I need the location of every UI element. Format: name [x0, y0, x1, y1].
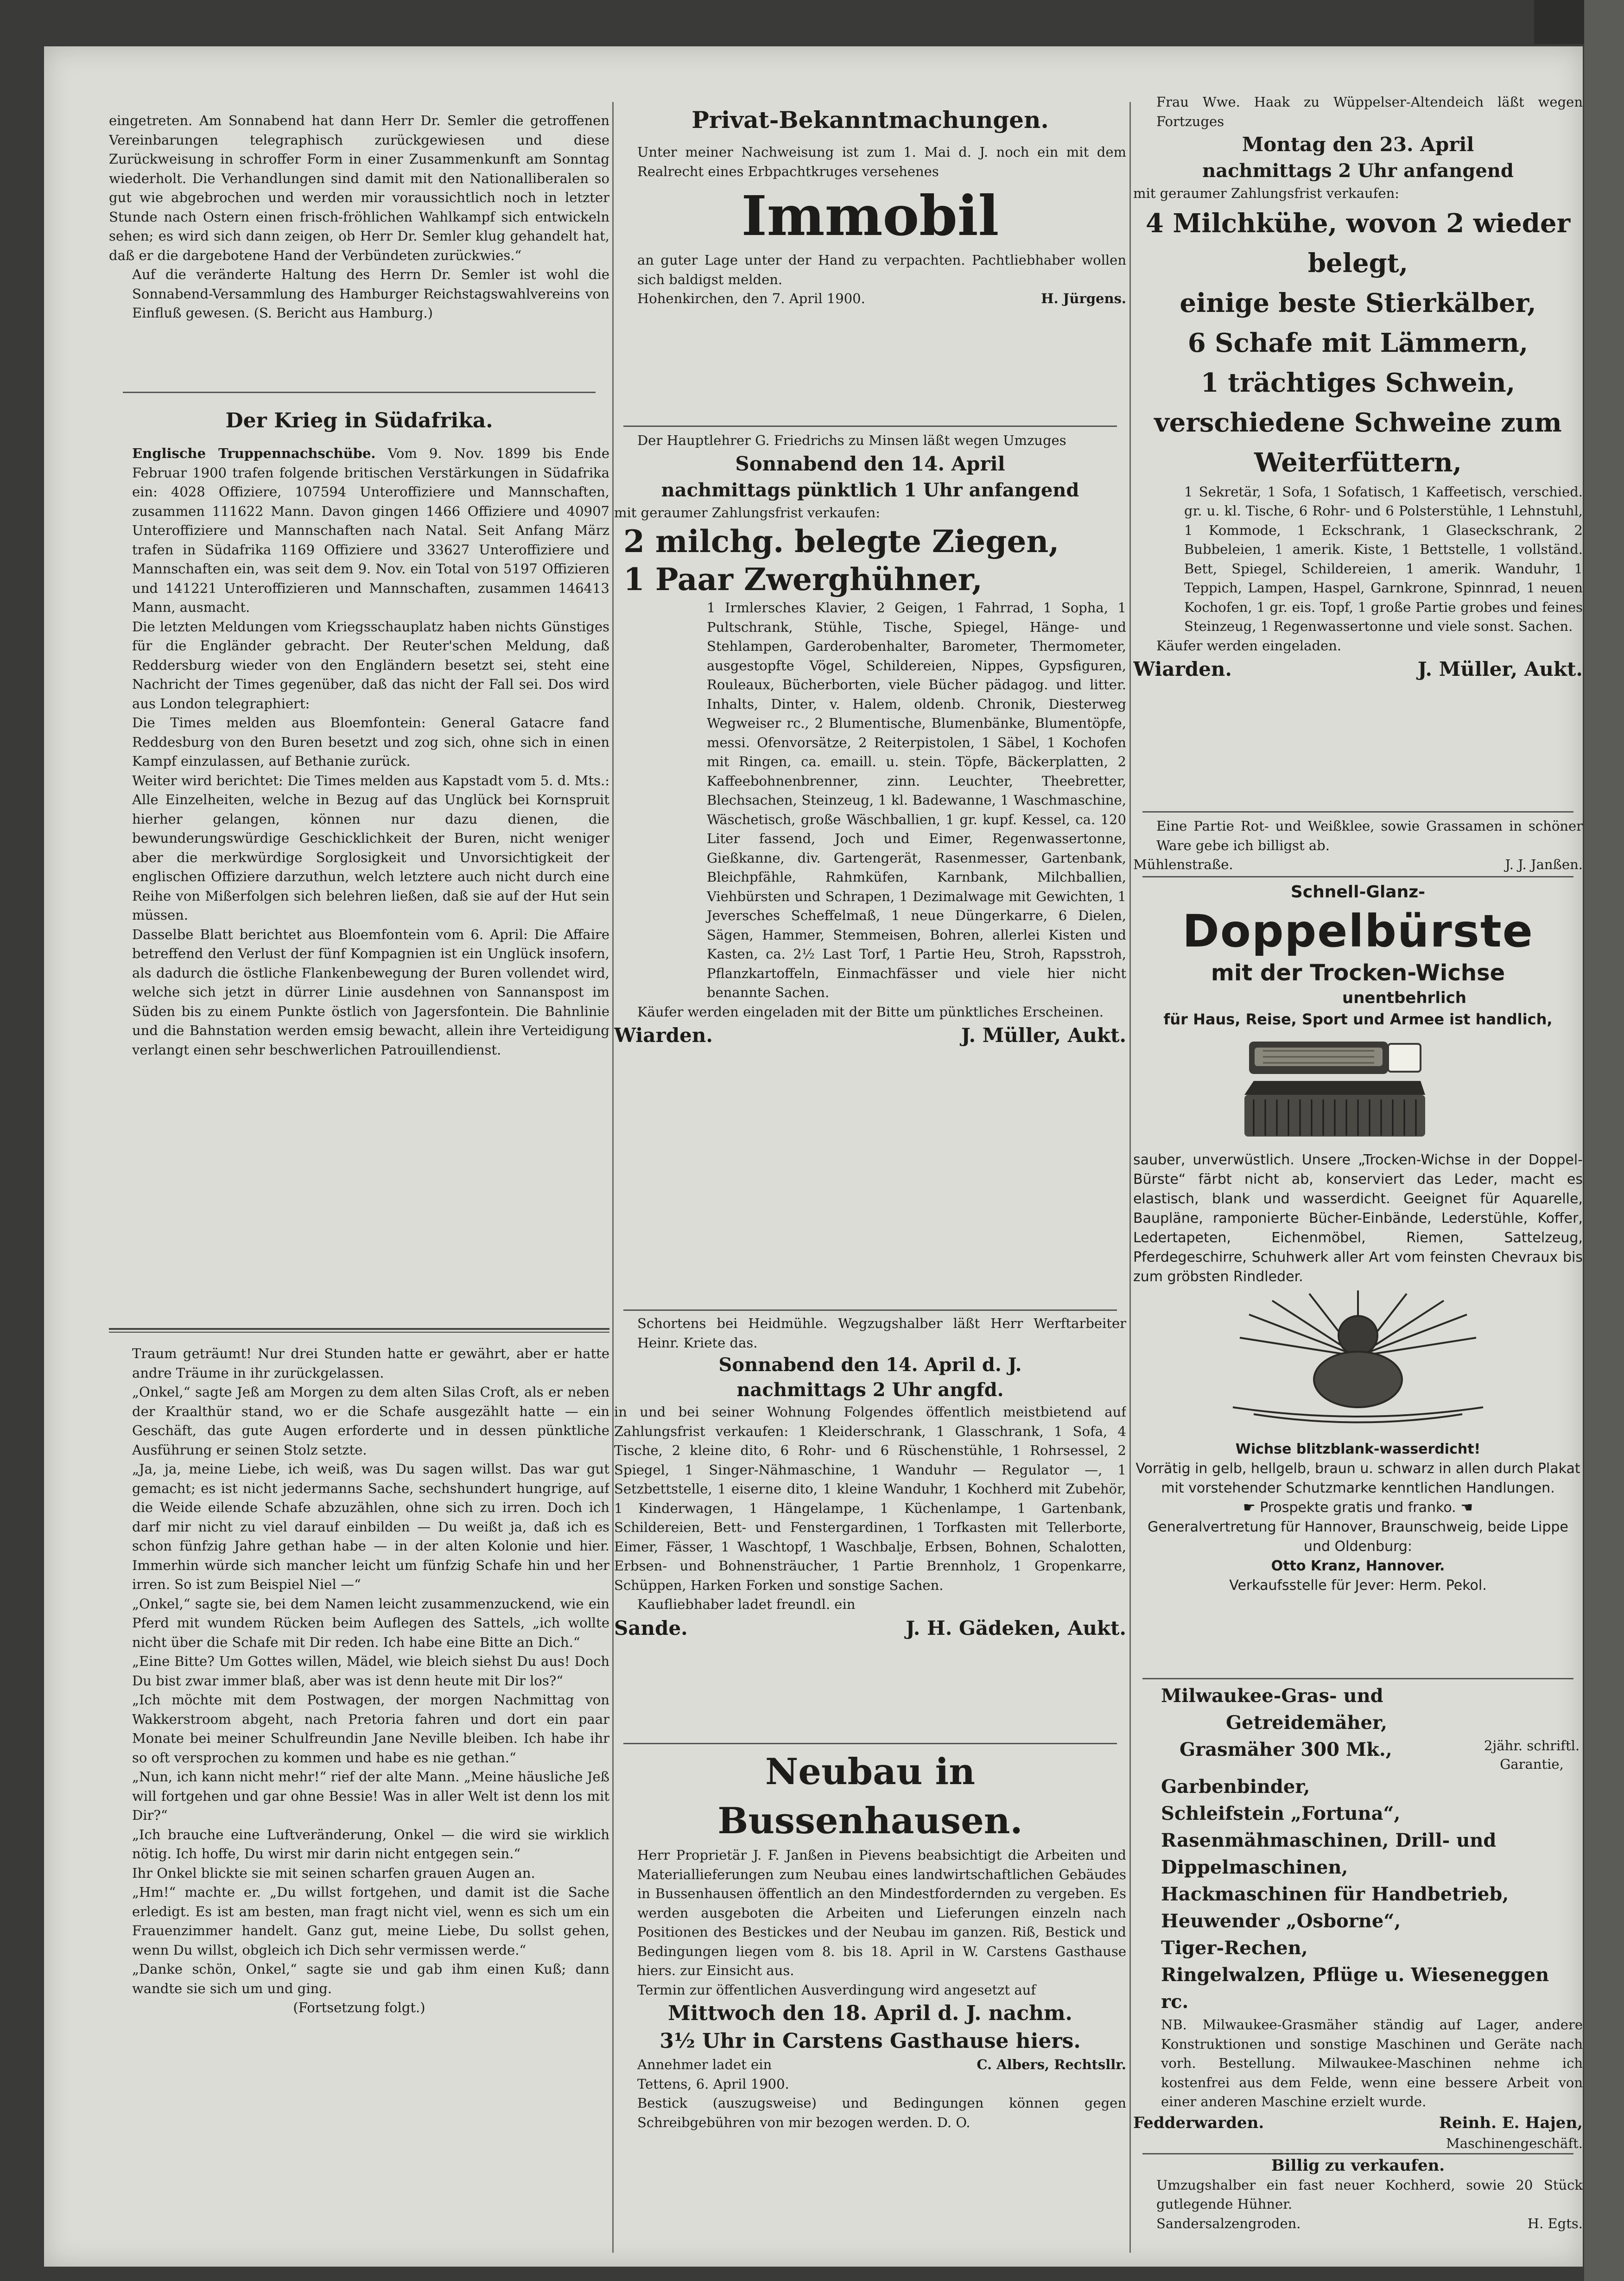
- ad-headline: Billig zu verkaufen.: [1271, 2156, 1445, 2175]
- ad-place-date: Hohenkirchen, den 7. April 1900.: [637, 291, 865, 306]
- war-paragraph: Die Times melden aus Bloemfontein: General Gatacre fand Reddesburg von den Buren besetzt und zog sich, ohne sich in einen Kampf einzulassen, auf Bethanie zurück.: [132, 715, 609, 769]
- lead-paragraph: Auf die veränderte Haltung des Herrn Dr. Semler ist wohl die Sonnabend-Versammlung des Hamburger Reichstagswahlvereins von Einfluß gewesen. (S. Bericht aus Hamburg.): [132, 267, 609, 321]
- ad-text: Annehmer ladet ein: [637, 2057, 772, 2072]
- pointing-hand-icon: ☚: [1456, 1499, 1473, 1516]
- column-advertisements: [1133, 46, 1583, 2267]
- ad-text: [1133, 1498, 1583, 1518]
- lead-paragraph: eingetreten. Am Sonnabend hat dann Herr Dr. Semler die getroffenen Vereinbarungen telegraphisch zurückgewiesen und diese Zurückweisung in schroffer Form in einer Zusammenkunft am Sonntag wiederholt. Die Verhandlungen sind damit mit den Nationalliberalen so gut wie abgebrochen und werden mir voraussichtlich noch in letzter Stunde nach Ostern einen frisch-fröhlichen Wahlkampf sich entwickeln sehen; es wird sich dann zeigen, ob Herr Dr. Semler klug gehandelt hat, daß er die dargebotene Hand der Verbündeten zurückwies.“: [109, 113, 609, 263]
- ad-signature: C. Albers, Rechtsllr.: [977, 2057, 1126, 2072]
- ad-item-list: in und bei seiner Wohnung Folgendes öffentlich meistbietend auf Zahlungsfrist verkaufen: 1 Kleiderschrank, 1 Glasschrank, 1 Sofa, 4 Tische, 2 kleine dito, 6 Rohr- und 6 Rüschenstühle, 1 Rohrsessel, 2 Spiegel, 1 Singer-Nähmaschine, 1 Wanduhr — Regulator —, 1 Setzbettstelle, 1 eiserne dito, 1 kleine Wanduhr, 1 Kochherd mit Zubehör, 1 Kinderwagen, 1 Hängelampe, 1 Küchenlampe, 1 Gartenbank, Schildereien, Bett- und Fenstergardinen, 1 Torfkasten mit Tellerborte, Eimer, Fässer, 1 Waschtopf, 1 Waschbalje, Erbsen, Bohnen, Schalotten, Erbsen- und Bohnensträucher, 1 Partie Brennholz, 1 Gropenkarre, Schüppen, Harken Forken und sonstige Sachen.: [614, 1404, 1126, 1593]
- ad-product: Heuwender „Osborne“,: [1161, 1910, 1401, 1932]
- ad-signature-sub: Maschinengeschäft.: [1446, 2135, 1583, 2151]
- ad-headline: 1 trächtiges Schwein,: [1200, 367, 1516, 398]
- ad-auction-minsen: [614, 431, 1126, 1049]
- war-paragraph: Weiter wird berichtet: Die Times melden aus Kapstadt vom 5. d. Mts.: Alle Einzelheiten, welche in Bezug auf das Unglück bei Kornspruit hierher gelangen, können nur dazu dienen, die bewunderungswürdige Geschicklichkeit der Buren, nicht weniger aber die merkwürdige Sorglosigkeit und Unvorsichtigkeit der englischen Offiziere darzuthun, welch letztere auch nicht durch eine Reihe von Mißerfolgen sich belehren ließen, daß sie auf der Hut sein müssen.: [132, 772, 609, 923]
- ad-sale-point: Verkaufsstelle für Jever: Herm. Pekol.: [1229, 1577, 1487, 1594]
- ad-headline: 2 milchg. belegte Ziegen,: [623, 523, 1059, 559]
- serial-paragraph: Traum geträumt! Nur drei Stunden hatte er gewährt, aber er hatte andre Träume in ihr zurückgelassen.: [132, 1346, 609, 1381]
- ad-headline: 1 Paar Zwerghühner,: [623, 561, 983, 597]
- ad-auction-schortens: [614, 1314, 1126, 1642]
- ad-guarantee: 2jähr. schriftl. Garantie,: [1484, 1738, 1580, 1772]
- ad-milwaukee: [1133, 1683, 1583, 2153]
- divider: [1142, 2153, 1573, 2154]
- divider: [623, 1743, 1117, 1744]
- ad-date: Sonnabend den 14. April: [735, 452, 1005, 475]
- scan-edge: [1584, 0, 1624, 2281]
- ad-date: Mittwoch den 18. April d. J. nachm.: [668, 2001, 1072, 2025]
- ad-product: Milwaukee-Gras- und: [1161, 1685, 1383, 1707]
- ad-text: Herr Proprietär J. F. Janßen in Pievens beabsichtigt die Arbeiten und Materiallieferungen zum Neubau eines landwirtschaftlichen Gebäudes in Bussenhausen öffentlich an den Mindestfordernden zu vergeben. Es werden ausgeboten die Arbeiten und Lieferungen einzeln nach Positionen des Bestickes und der Neubau im ganzen. Riß, Bestick und Bedingungen liegen vom 8. bis 18. April in W. Carstens Gasthause hiers. zur Einsicht aus.: [637, 1847, 1126, 1978]
- ad-headline: einige beste Stierkälber,: [1180, 287, 1536, 318]
- divider: [109, 1332, 609, 1333]
- ad-doppelbuerste: [1133, 881, 1583, 1595]
- ad-text: NB. Milwaukee-Grasmäher ständig auf Lager, andere Konstruktionen und sonstige Maschinen und Geräte nach vorh. Bestellung. Milwaukee-Maschinen nehme ich kostenfrei aus dem Felde, wenn eine bessere Arbeit von einer anderen Maschine erzielt wurde.: [1161, 2017, 1583, 2109]
- ad-text: Käufer werden eingeladen mit der Bitte um pünktliches Erscheinen.: [637, 1004, 1104, 1020]
- ad-kicker: Schnell-Glanz-: [1290, 883, 1426, 902]
- brush-illustration-svg: [1133, 1030, 1583, 1150]
- ad-item-list: 1 Sekretär, 1 Sofa, 1 Sofatisch, 1 Kaffeetisch, verschied. gr. u. kl. Tische, 6 Rohr- und 6 Polsterstühle, 1 Lehnstuhl, 1 Kommode, 1 Eckschrank, 1 Glaseckschrank, 2 Bubbeleien, 1 amerik. Kiste, 1 Bettstelle, 1 vollständ. Bett, Spiegel, Schildereien, 1 amerik. Wanduhr, 1 Teppich, Lampen, Haspel, Garnkrone, Spinnrad, 1 neuen Kochofen, 1 gr. eis. Topf, 1 große Partie grobes und feines Steinzeug, 1 Regenwassertonne und viele sonst. Sachen.: [1184, 483, 1583, 634]
- sunburst-trademark-icon: [1233, 1290, 1483, 1423]
- ad-headline: Immobil: [741, 184, 999, 248]
- ad-headline: Doppelbürste: [1182, 905, 1534, 957]
- ad-product: Getreidemäher,: [1226, 1712, 1388, 1734]
- serial-paragraph: „Nun, ich kann nicht mehr!“ rief der alte Mann. „Meine häusliche Jeß will fortgehen und gar ohne Bessie! Was in aller Welt ist denn los mit Dir?“: [132, 1769, 609, 1823]
- ad-signature: J. Müller, Aukt.: [961, 1024, 1126, 1047]
- ad-text: Vorrätig in gelb, hellgelb, braun u. schwarz in allen durch Plakat mit vorstehender Schutzmarke kenntlichen Handlungen.: [1136, 1461, 1580, 1496]
- ad-headline: Weiterfüttern,: [1254, 447, 1462, 478]
- column-news: [109, 46, 609, 2267]
- divider: [623, 426, 1117, 427]
- ad-time: nachmittags 2 Uhr anfangend: [1202, 160, 1514, 182]
- ad-product: Ringelwalzen, Pflüge u. Wieseneggen rc.: [1161, 1964, 1549, 2013]
- brush-illustration: [1133, 1030, 1583, 1150]
- ad-date: Sonnabend den 14. April d. J.: [718, 1354, 1022, 1376]
- ad-text: Frau Wwe. Haak zu Wüppelser-Altendeich läßt wegen Fortzuges: [1156, 94, 1583, 129]
- serial-paragraph: „Ja, ja, meine Liebe, ich weiß, was Du sagen willst. Das war gut gemacht; es ist nicht jedermanns Sache, sechshundert hungrige, auf die Weide eilende Schafe abzuzählen, ohne sich zu irren. Doch ich darf mir nicht zu viel darauf einbilden — Du weißt ja, daß ich es schon fünfzig Jahre gethan habe — in der alten Kolonie und hier. Immerhin würde sich mancher leicht um fünfzig Schafe hin und her irren. So ist zum Beispiel Niel —“: [132, 1461, 609, 1592]
- ad-auction-haak: [1133, 93, 1583, 683]
- trademark-svg: [1133, 1287, 1583, 1440]
- war-paragraph: Dasselbe Blatt berichtet aus Bloemfontein vom 6. April: Die Affaire betreffend den Verlust der fünf Kompagnien ist ein Unglück insofern, als dadurch die östliche Flankenbewegung der Buren vollendet wird, welche sich jetzt in dürrer Linie ausdehnen von Sannanspost im Süden bis zu einem Punkte östlich von Jagersfontein. Die Bahnlinie und die Bahnstation werden emsig bewacht, allein ihre Verteidigung verlangt einen sehr beschwerlichen Patrouillendienst.: [132, 926, 609, 1058]
- ad-place: Mühlenstraße.: [1133, 857, 1233, 872]
- brush-icon: [1244, 1042, 1425, 1137]
- ad-text: Kaufliebhaber ladet freundl. ein: [637, 1596, 856, 1612]
- ad-text: Eine Partie Rot- und Weißklee, sowie Grassamen in schöner Ware gebe ich billigst ab.: [1156, 818, 1583, 853]
- ad-subheadline: mit der Trocken-Wichse: [1211, 960, 1505, 986]
- ad-time: 3½ Uhr in Carstens Gasthause hiers.: [660, 2029, 1081, 2053]
- war-article: [109, 444, 609, 1060]
- ad-text: Unter meiner Nachweisung ist zum 1. Mai d. J. noch ein mit dem Realrecht eines Erbpachtkruges versehenes: [637, 144, 1126, 179]
- serial-paragraph: „Ich möchte mit dem Postwagen, der morgen Nachmittag von Wakkerstroom abgeht, nach Pretoria fahren und dort ein paar Monate bei meiner Schulfreundin Jane Neville bleiben. Ich habe ihr so oft versprochen zu kommen und habe es nie gethan.“: [132, 1692, 609, 1766]
- ad-product: Tiger-Rechen,: [1161, 1937, 1308, 1959]
- ad-headline: belegt,: [1307, 248, 1408, 279]
- ad-text: Generalvertretung für Hannover, Braunschweig, beide Lippe und Oldenburg:: [1148, 1519, 1568, 1555]
- ad-subheadline: unentbehrlich: [1342, 989, 1466, 1007]
- announcements-heading: Privat-Bekanntmachungen.: [691, 106, 1049, 133]
- ad-product: Hackmaschinen für Handbetrieb,: [1161, 1883, 1509, 1905]
- ad-text: Der Hauptlehrer G. Friedrichs zu Minsen läßt wegen Umzuges: [637, 432, 1066, 448]
- ad-signature: H. Egts.: [1527, 2215, 1583, 2231]
- ad-subheadline: für Haus, Reise, Sport und Armee ist handlich,: [1163, 1010, 1553, 1028]
- ad-neubau: [614, 1747, 1126, 2132]
- ad-agent: Otto Kranz, Hannover.: [1271, 1558, 1445, 1574]
- divider: [1142, 1678, 1573, 1679]
- ad-product: Grasmäher 300 Mk.,: [1180, 1739, 1392, 1760]
- ad-immobil: [614, 143, 1126, 309]
- serial-paragraph: „Ich brauche eine Luftveränderung, Onkel — die wird sie wirklich nötig. Ich hoffe, Du wirst mir darin nicht entgegen sein.“: [132, 1826, 609, 1862]
- newspaper-page: [44, 46, 1583, 2267]
- ad-product: Rasenmähmaschinen, Drill- und Dippelmaschinen,: [1161, 1830, 1497, 1878]
- war-paragraph: Die letzten Meldungen vom Kriegsschauplatz haben nichts Günstiges für die Engländer gebracht. Der Reuter'schen Meldung, daß Reddersburg wieder von den Engländern besetzt sei, steht eine Nachricht der Times gegenüber, daß das nicht der Fall sei. Dos wird aus London telegraphiert:: [132, 618, 609, 712]
- ad-place: Wiarden.: [1133, 658, 1232, 680]
- column-rule: [612, 102, 614, 2253]
- serial-paragraph: „Hm!“ machte er. „Du willst fortgehen, und damit ist die Sache erledigt. Es ist am besten, man fragt nicht viel, wenn es sich um ein Frauenzimmer handelt. Ganz gut, meine Liebe, Du sollst gehen, wenn Du willst, obgleich ich Dich sehr vermissen werde.“: [132, 1884, 609, 1958]
- serial-story: [109, 1344, 609, 2018]
- ad-note: Bestick (auszugsweise) und Bedingungen können gegen Schreibgebühren von mir bezogen werden. D. O.: [637, 2095, 1126, 2130]
- serial-paragraph: „Onkel,“ sagte Jeß am Morgen zu dem alten Silas Croft, als er neben der Kraalthür stand, wo er die Schafe ausgezählt hatte — ein Geschäft, das gute Augen erforderte und in dessen pünktliche Ausführung er seinen Stolz setzte.: [132, 1384, 609, 1458]
- ad-text: mit geraumer Zahlungsfrist verkaufen:: [614, 504, 881, 521]
- divider: [1142, 811, 1573, 813]
- ad-signature: J. H. Gädeken, Aukt.: [906, 1616, 1126, 1639]
- divider: [1142, 876, 1573, 877]
- ad-product: Schleifstein „Fortuna“,: [1161, 1803, 1401, 1824]
- ad-klee: [1133, 817, 1583, 875]
- ad-place-date: Tettens, 6. April 1900.: [637, 2076, 789, 2092]
- ad-headline: 6 Schafe mit Lämmern,: [1187, 327, 1529, 358]
- ad-text: Käufer werden eingeladen.: [1156, 637, 1342, 654]
- ad-place: Wiarden.: [614, 1024, 713, 1047]
- ad-time: nachmittags pünktlich 1 Uhr anfangend: [661, 479, 1079, 501]
- war-subhead: Englische Truppennachschübe.: [132, 445, 376, 461]
- divider: [109, 1328, 609, 1330]
- war-paragraph: Vom 9. Nov. 1899 bis Ende Februar 1900 trafen folgende britischen Verstärkungen in Südafrika ein: 4028 Offiziere, 107594 Unteroffiziere und Mannschaften, zusammen 111622 Mann. Davon gingen 1466 Offiziere und 40907 Unteroffiziere und Mannschaften nach Natal. Seit Anfang März trafen in Südafrika 1169 Offiziere und 33627 Unteroffiziere und Mannschaften ein, was seit dem 9. Nov. ein Total von 5197 Offizieren und 141221 Unteroffizieren und Mannschaften, zusammen 146413 Mann, ausmacht.: [132, 445, 609, 615]
- lead-article: [109, 111, 609, 323]
- ad-text: an guter Lage unter der Hand zu verpachten. Pachtliebhaber wollen sich baldigst melden.: [637, 252, 1126, 287]
- ad-item-list: 1 Irmlersches Klavier, 2 Geigen, 1 Fahrrad, 1 Sopha, 1 Pultschrank, Stühle, Tische, Spiegel, Hänge- und Stehlampen, Garderobenhalter, Barometer, Thermometer, ausgestopfte Vögel, Schildereien, Nippes, Gypsfiguren, Rouleaux, Bücherborten, viele Bücher pädagog. und litter. Inhalts, Dinter, v. Halem, oldenb. Chronik, Diesterweg Wegweiser rc., 2 Blumentische, Blumenbänke, Blumentöpfe, messi. Ofenvorsätze, 2 Reiterpistolen, 1 Säbel, 1 Kochofen mit Ringen, ca. emaill. u. stein. Töpfe, Bäckerplatten, 2 Kaffeebohnenbrenner, zinn. Leuchter, Theebretter, Blechsachen, Steinzeug, 1 kl. Badewanne, 1 Waschmaschine, Wäschetisch, große Wäschballien, 1 gr. kupf. Kessel, ca. 120 Liter fassend, Joch und Eimer, Regenwassertonne, Gießkanne, div. Gartengerät, Rasenmesser, Gartenbank, Bleichpfähle, Rahmküfen, Karnbank, Milchballien, Viehbürsten und Schrapen, 1 Dezimalwage mit Gewichten, 1 Jeversches Scheffelmaß, 1 neue Düngerkarre, 6 Dielen, Sägen, Hammer, Stemmeisen, Bohren, allerlei Kisten und Kasten, ca. 2½ Last Torf, 1 Partie Heu, Stroh, Rapsstroh, Pflanzkartoffeln, Einmachfässer und viele hier nicht benannte Sachen.: [707, 600, 1126, 1000]
- ad-place: Fedderwarden.: [1133, 2113, 1264, 2132]
- column-rule: [1129, 102, 1131, 2253]
- serial-paragraph: „Eine Bitte? Um Gottes willen, Mädel, wie bleich siehst Du aus! Doch Du bist zwar immer blaß, aber was ist denn heute mit Dir los?“: [132, 1653, 609, 1689]
- serial-paragraph: Ihr Onkel blickte sie mit seinen scharfen grauen Augen an.: [132, 1865, 535, 1881]
- serial-paragraph: „Onkel,“ sagte sie, bei dem Namen leicht zusammenzuckend, wie ein Pferd mit wundem Rücken beim Auflegen des Sattels, „ich wollte nicht über die Schafe mit Dir reden. Ich habe eine Bitte an Dich.“: [132, 1595, 609, 1650]
- ad-prospekte: Prospekte gratis und franko.: [1260, 1499, 1456, 1516]
- ad-headline: Neubau in Bussenhausen.: [717, 1751, 1023, 1842]
- divider: [623, 1309, 1117, 1311]
- serial-continuation: (Fortsetzung folgt.): [293, 2000, 425, 2015]
- ad-time: nachmittags 2 Uhr angfd.: [736, 1379, 1004, 1401]
- ad-signature: H. Jürgens.: [1041, 291, 1126, 306]
- ad-signature: Reinh. E. Hajen,: [1439, 2113, 1583, 2132]
- ad-place: Sandersalzengroden.: [1156, 2215, 1301, 2231]
- ad-text: Schortens bei Heidmühle. Wegzugshalber läßt Herr Werftarbeiter Heinr. Kriete das.: [637, 1315, 1126, 1351]
- ad-text: mit geraumer Zahlungsfrist verkaufen:: [1133, 185, 1400, 201]
- trademark-illustration: [1133, 1287, 1583, 1440]
- ad-text: sauber, unverwüstlich. Unsere „Trocken-Wichse in der Doppel-Bürste“ färbt nicht ab, konserviert das Leder, macht es elastisch, blank und wasserdicht. Geeignet für Aquarelle, Baupläne, ramponierte Bücher-Einbände, Lederstühle, Koffer, Ledertapeten, Eichenmöbel, Riemen, Sattelzeug, Pferdegeschirre, Schuhwerk aller Art vom feinsten Chevraux bis zum gröbsten Rindleder.: [1133, 1152, 1583, 1285]
- ad-product: Garbenbinder,: [1161, 1776, 1310, 1798]
- ad-billig: [1133, 2156, 1583, 2233]
- ad-headline: 4 Milchkühe, wovon 2 wieder: [1145, 208, 1571, 239]
- section-heading: Der Krieg in Südafrika.: [225, 409, 493, 432]
- ad-text: Termin zur öffentlichen Ausverdingung wird angesetzt auf: [637, 1982, 1036, 1998]
- ad-headline: verschiedene Schweine zum: [1154, 407, 1562, 438]
- ad-signature: J. J. Janßen.: [1505, 857, 1583, 872]
- pointing-hand-icon: ☛: [1243, 1499, 1260, 1516]
- serial-paragraph: „Danke schön, Onkel,“ sagte sie und gab ihm einen Kuß; dann wandte sie sich um und ging.: [132, 1961, 609, 1996]
- ad-text: Umzugshalber ein fast neuer Kochherd, sowie 20 Stück gutlegende Hühner.: [1156, 2177, 1583, 2212]
- ad-place: Sande.: [614, 1616, 688, 1639]
- ad-signature: J. Müller, Aukt.: [1417, 658, 1583, 680]
- column-announcements: [614, 46, 1126, 2267]
- ad-date: Montag den 23. April: [1242, 133, 1474, 156]
- divider: [123, 392, 596, 393]
- trademark-caption: Wichse blitzblank-wasserdicht!: [1235, 1441, 1481, 1457]
